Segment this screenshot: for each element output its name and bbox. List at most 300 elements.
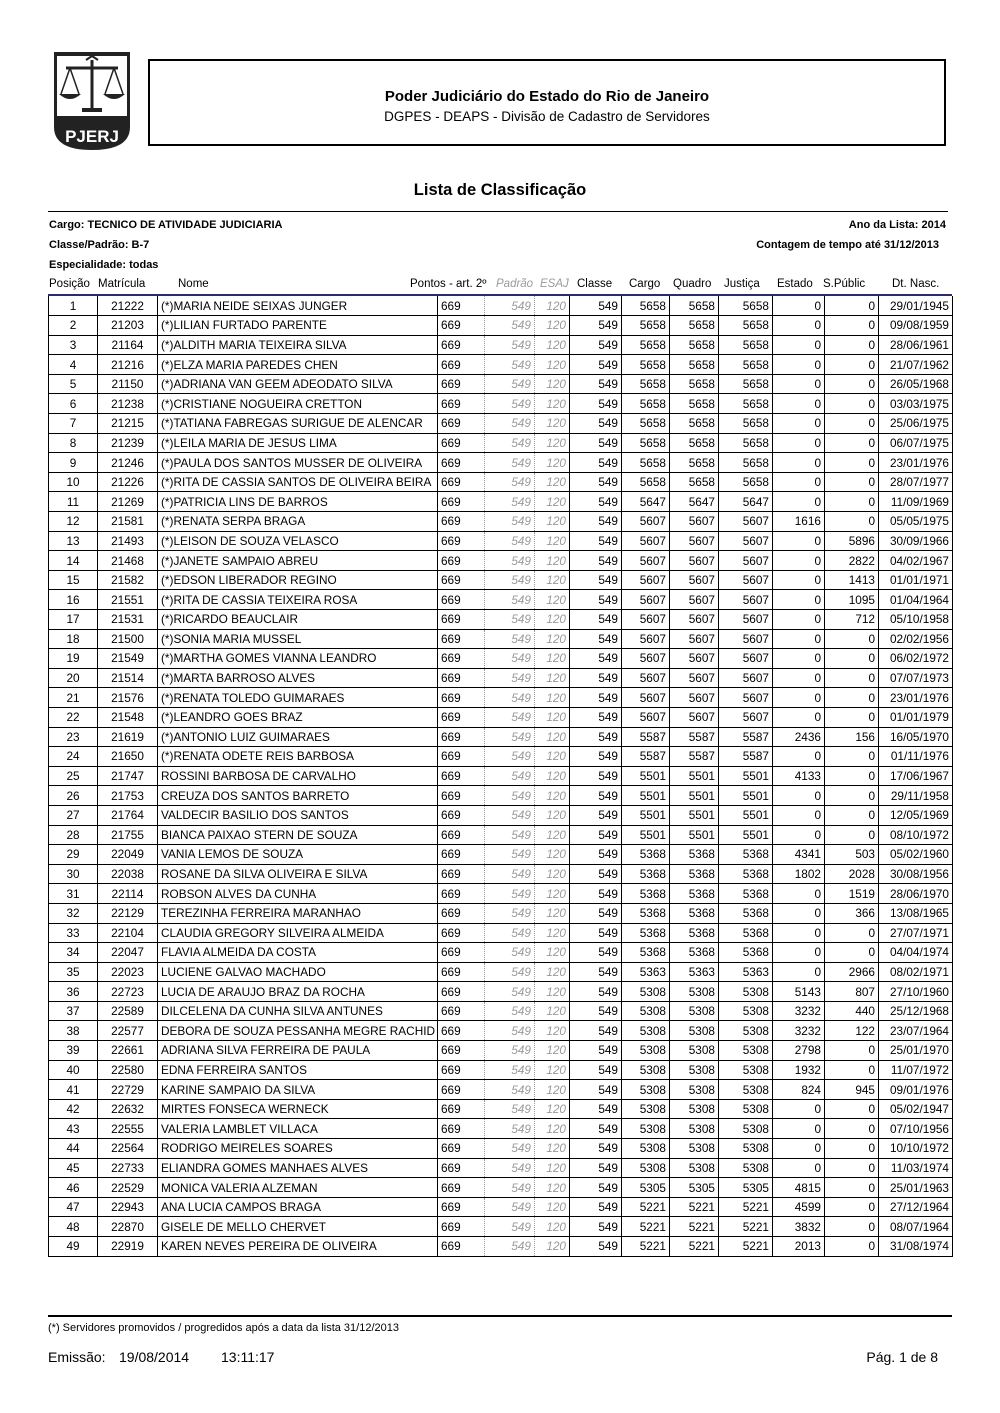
cell-nome: (*)ALDITH MARIA TEIXEIRA SILVA (158, 335, 438, 355)
cell-classe: 549 (570, 1237, 622, 1257)
cell-classe: 549 (570, 1001, 622, 1021)
cell-justica: 5221 (719, 1237, 773, 1257)
cell-classe: 549 (570, 1080, 622, 1100)
cell-padrao: 549 (485, 707, 535, 727)
cell-padrao: 549 (485, 570, 535, 590)
org-name: Poder Judiciário do Estado do Rio de Janeiro (384, 88, 710, 105)
cell-estado: 1616 (773, 512, 825, 532)
col-posicao: Posição (49, 278, 90, 290)
cell-esaj: 120 (535, 1178, 570, 1198)
cell-nome: (*)RITA DE CASSIA TEIXEIRA ROSA (158, 590, 438, 610)
cell-dtnasc: 02/02/1956 (879, 629, 953, 649)
cell-justica: 5501 (719, 786, 773, 806)
cell-quadro: 5607 (670, 512, 719, 532)
cell-posicao: 16 (49, 590, 98, 610)
cell-estado: 2013 (773, 1237, 825, 1257)
cell-dtnasc: 01/01/1971 (879, 570, 953, 590)
cell-posicao: 9 (49, 453, 98, 473)
cell-pontos: 669 (438, 1021, 485, 1041)
title-divider (48, 211, 948, 212)
cell-esaj: 120 (535, 374, 570, 394)
cell-nome: (*)PATRICIA LINS DE BARROS (158, 492, 438, 512)
cell-classe: 549 (570, 982, 622, 1002)
cell-spublic: 0 (825, 1060, 879, 1080)
cell-padrao: 549 (485, 923, 535, 943)
cell-cargo: 5221 (622, 1237, 670, 1257)
cell-cargo: 5607 (622, 531, 670, 551)
cell-spublic: 0 (825, 374, 879, 394)
cell-matricula: 21216 (98, 355, 158, 375)
cell-cargo: 5658 (622, 453, 670, 473)
cell-justica: 5308 (719, 1158, 773, 1178)
cell-padrao: 549 (485, 1060, 535, 1080)
cell-pontos: 669 (438, 825, 485, 845)
cell-quadro: 5308 (670, 1001, 719, 1021)
cell-classe: 549 (570, 590, 622, 610)
cell-nome: (*)MARIA NEIDE SEIXAS JUNGER (158, 296, 438, 316)
cell-quadro: 5607 (670, 629, 719, 649)
cell-quadro: 5501 (670, 805, 719, 825)
cell-quadro: 5658 (670, 296, 719, 316)
cell-matricula: 21493 (98, 531, 158, 551)
cell-spublic: 0 (825, 1099, 879, 1119)
cell-nome: VALERIA LAMBLET VILLACA (158, 1119, 438, 1139)
cell-quadro: 5658 (670, 472, 719, 492)
cell-matricula: 21468 (98, 551, 158, 571)
cell-classe: 549 (570, 570, 622, 590)
table-row (49, 923, 953, 943)
cell-cargo: 5607 (622, 649, 670, 669)
cell-spublic: 0 (825, 1197, 879, 1217)
cell-padrao: 549 (485, 1119, 535, 1139)
cell-dtnasc: 05/10/1958 (879, 610, 953, 630)
cell-estado: 0 (773, 668, 825, 688)
cell-spublic: 0 (825, 707, 879, 727)
cell-classe: 549 (570, 668, 622, 688)
cell-spublic: 0 (825, 629, 879, 649)
cell-padrao: 549 (485, 747, 535, 767)
cell-spublic: 0 (825, 923, 879, 943)
cell-nome: FLAVIA ALMEIDA DA COSTA (158, 943, 438, 963)
cell-cargo: 5368 (622, 864, 670, 884)
cell-justica: 5607 (719, 512, 773, 532)
cell-matricula: 22919 (98, 1237, 158, 1257)
cell-nome: (*)SONIA MARIA MUSSEL (158, 629, 438, 649)
table-row (49, 1217, 953, 1237)
cell-pontos: 669 (438, 1060, 485, 1080)
cell-pontos: 669 (438, 335, 485, 355)
cell-justica: 5587 (719, 727, 773, 747)
cell-nome: MONICA VALERIA ALZEMAN (158, 1178, 438, 1198)
cell-quadro: 5607 (670, 688, 719, 708)
col-matricula: Matrícula (98, 278, 146, 290)
cell-classe: 549 (570, 864, 622, 884)
cell-dtnasc: 09/08/1959 (879, 316, 953, 336)
cell-matricula: 21753 (98, 786, 158, 806)
cell-cargo: 5308 (622, 1001, 670, 1021)
cell-cargo: 5308 (622, 982, 670, 1002)
cell-cargo: 5647 (622, 492, 670, 512)
cell-pontos: 669 (438, 805, 485, 825)
cell-padrao: 549 (485, 374, 535, 394)
table-row (49, 570, 953, 590)
cell-dtnasc: 17/06/1967 (879, 766, 953, 786)
table-bottom-rule (48, 1315, 952, 1317)
cell-spublic: 1413 (825, 570, 879, 590)
cell-justica: 5658 (719, 374, 773, 394)
pjerj-logo (52, 52, 132, 150)
col-estado: Estado (777, 278, 813, 290)
cell-matricula: 22114 (98, 884, 158, 904)
ano-label: Ano da Lista: 2014 (848, 219, 946, 231)
cell-matricula: 21226 (98, 472, 158, 492)
cell-padrao: 549 (485, 1021, 535, 1041)
cell-dtnasc: 29/01/1945 (879, 296, 953, 316)
table-row (49, 1060, 953, 1080)
cell-classe: 549 (570, 943, 622, 963)
cell-cargo: 5607 (622, 610, 670, 630)
cell-pontos: 669 (438, 512, 485, 532)
cell-posicao: 12 (49, 512, 98, 532)
cell-classe: 549 (570, 845, 622, 865)
cell-padrao: 549 (485, 727, 535, 747)
cell-dtnasc: 30/08/1956 (879, 864, 953, 884)
cell-nome: DEBORA DE SOUZA PESSANHA MEGRE RACHID (158, 1021, 438, 1041)
cell-posicao: 22 (49, 707, 98, 727)
cell-posicao: 48 (49, 1217, 98, 1237)
table-row (49, 472, 953, 492)
cell-dtnasc: 01/01/1979 (879, 707, 953, 727)
cell-quadro: 5308 (670, 1139, 719, 1159)
cell-padrao: 549 (485, 825, 535, 845)
cell-spublic: 156 (825, 727, 879, 747)
cell-matricula: 22555 (98, 1119, 158, 1139)
cell-dtnasc: 16/05/1970 (879, 727, 953, 747)
cell-pontos: 669 (438, 355, 485, 375)
cell-spublic: 807 (825, 982, 879, 1002)
cell-nome: LUCIENE GALVAO MACHADO (158, 962, 438, 982)
cell-esaj: 120 (535, 472, 570, 492)
cell-padrao: 549 (485, 884, 535, 904)
cell-estado: 0 (773, 492, 825, 512)
cell-posicao: 7 (49, 414, 98, 434)
cell-justica: 5607 (719, 707, 773, 727)
cell-estado: 0 (773, 414, 825, 434)
emissao-label: Emissão: (48, 1349, 106, 1365)
cell-nome: (*)ADRIANA VAN GEEM ADEODATO SILVA (158, 374, 438, 394)
cell-dtnasc: 28/06/1961 (879, 335, 953, 355)
cell-cargo: 5308 (622, 1139, 670, 1159)
cell-nome: (*)ELZA MARIA PAREDES CHEN (158, 355, 438, 375)
cell-pontos: 669 (438, 1217, 485, 1237)
cell-estado: 0 (773, 453, 825, 473)
cell-pontos: 669 (438, 962, 485, 982)
table-row (49, 727, 953, 747)
cell-quadro: 5658 (670, 394, 719, 414)
cell-estado: 0 (773, 1139, 825, 1159)
cell-dtnasc: 08/10/1972 (879, 825, 953, 845)
table-row (49, 355, 953, 375)
cell-padrao: 549 (485, 1001, 535, 1021)
cell-esaj: 120 (535, 982, 570, 1002)
cell-justica: 5607 (719, 649, 773, 669)
cargo-label: Cargo: TECNICO DE ATIVIDADE JUDICIARIA (49, 219, 283, 231)
cell-matricula: 22589 (98, 1001, 158, 1021)
cell-justica: 5308 (719, 1060, 773, 1080)
cell-esaj: 120 (535, 884, 570, 904)
cell-estado: 0 (773, 1119, 825, 1139)
cell-quadro: 5658 (670, 335, 719, 355)
cell-padrao: 549 (485, 805, 535, 825)
cell-justica: 5308 (719, 1099, 773, 1119)
cell-quadro: 5658 (670, 374, 719, 394)
cell-quadro: 5501 (670, 825, 719, 845)
col-dtnasc: Dt. Nasc. (892, 278, 940, 290)
cell-esaj: 120 (535, 786, 570, 806)
footnote: (*) Servidores promovidos / progredidos após a data da lista 31/12/2013 (48, 1322, 399, 1334)
cell-classe: 549 (570, 1139, 622, 1159)
cell-justica: 5587 (719, 747, 773, 767)
cell-pontos: 669 (438, 707, 485, 727)
cell-dtnasc: 25/01/1970 (879, 1041, 953, 1061)
cell-quadro: 5368 (670, 884, 719, 904)
cell-spublic: 2966 (825, 962, 879, 982)
cell-pontos: 669 (438, 472, 485, 492)
table-row (49, 845, 953, 865)
cell-justica: 5658 (719, 472, 773, 492)
cell-posicao: 37 (49, 1001, 98, 1021)
cell-pontos: 669 (438, 492, 485, 512)
cell-esaj: 120 (535, 551, 570, 571)
org-subtitle: DGPES - DEAPS - Divisão de Cadastro de Servidores (384, 109, 710, 124)
cell-justica: 5308 (719, 1021, 773, 1041)
cell-pontos: 669 (438, 884, 485, 904)
cell-justica: 5308 (719, 1139, 773, 1159)
cell-justica: 5308 (719, 1119, 773, 1139)
cell-cargo: 5607 (622, 570, 670, 590)
cell-padrao: 549 (485, 453, 535, 473)
cell-spublic: 0 (825, 805, 879, 825)
cell-padrao: 549 (485, 845, 535, 865)
table-row (49, 668, 953, 688)
cell-estado: 0 (773, 355, 825, 375)
cell-posicao: 34 (49, 943, 98, 963)
cell-matricula: 22529 (98, 1178, 158, 1198)
cell-estado: 0 (773, 472, 825, 492)
cell-spublic: 0 (825, 355, 879, 375)
cell-matricula: 22580 (98, 1060, 158, 1080)
cell-pontos: 669 (438, 316, 485, 336)
cell-dtnasc: 23/01/1976 (879, 453, 953, 473)
cell-spublic: 0 (825, 335, 879, 355)
cell-padrao: 549 (485, 962, 535, 982)
cell-dtnasc: 31/08/1974 (879, 1237, 953, 1257)
cell-padrao: 549 (485, 786, 535, 806)
cell-pontos: 669 (438, 1041, 485, 1061)
cell-spublic: 0 (825, 825, 879, 845)
emissao-date: 19/08/2014 (119, 1349, 190, 1365)
cell-padrao: 549 (485, 1139, 535, 1159)
cell-estado: 0 (773, 747, 825, 767)
cell-classe: 549 (570, 551, 622, 571)
cell-posicao: 30 (49, 864, 98, 884)
cell-nome: CREUZA DOS SANTOS BARRETO (158, 786, 438, 806)
cell-classe: 549 (570, 531, 622, 551)
cell-nome: VANIA LEMOS DE SOUZA (158, 845, 438, 865)
cell-quadro: 5587 (670, 747, 719, 767)
cell-justica: 5607 (719, 610, 773, 630)
contagem-label: Contagem de tempo até 31/12/2013 (756, 239, 939, 251)
cell-padrao: 549 (485, 903, 535, 923)
cell-cargo: 5501 (622, 786, 670, 806)
cell-posicao: 43 (49, 1119, 98, 1139)
cell-pontos: 669 (438, 845, 485, 865)
cell-justica: 5368 (719, 845, 773, 865)
cell-estado: 0 (773, 649, 825, 669)
cell-esaj: 120 (535, 864, 570, 884)
cell-pontos: 669 (438, 649, 485, 669)
cell-justica: 5658 (719, 355, 773, 375)
cell-cargo: 5658 (622, 394, 670, 414)
cell-cargo: 5368 (622, 943, 670, 963)
cell-spublic: 0 (825, 1237, 879, 1257)
cell-justica: 5658 (719, 433, 773, 453)
cell-esaj: 120 (535, 433, 570, 453)
cell-nome: RODRIGO MEIRELES SOARES (158, 1139, 438, 1159)
cell-quadro: 5658 (670, 433, 719, 453)
cell-posicao: 5 (49, 374, 98, 394)
cell-estado: 2798 (773, 1041, 825, 1061)
cell-classe: 549 (570, 707, 622, 727)
cell-matricula: 21582 (98, 570, 158, 590)
cell-dtnasc: 04/04/1974 (879, 943, 953, 963)
cell-quadro: 5308 (670, 982, 719, 1002)
cell-estado: 0 (773, 570, 825, 590)
cell-spublic: 1519 (825, 884, 879, 904)
cell-cargo: 5658 (622, 472, 670, 492)
cell-spublic: 5896 (825, 531, 879, 551)
cell-dtnasc: 11/03/1974 (879, 1158, 953, 1178)
cell-esaj: 120 (535, 903, 570, 923)
cell-esaj: 120 (535, 1060, 570, 1080)
table-row (49, 1080, 953, 1100)
cell-quadro: 5368 (670, 903, 719, 923)
cell-pontos: 669 (438, 1158, 485, 1178)
cell-posicao: 38 (49, 1021, 98, 1041)
cell-quadro: 5221 (670, 1217, 719, 1237)
cell-spublic: 0 (825, 394, 879, 414)
cell-estado: 4341 (773, 845, 825, 865)
table-row (49, 962, 953, 982)
cell-nome: LUCIA DE ARAUJO BRAZ DA ROCHA (158, 982, 438, 1002)
cell-posicao: 23 (49, 727, 98, 747)
cell-pontos: 669 (438, 864, 485, 884)
table-row (49, 1021, 953, 1041)
cell-quadro: 5607 (670, 551, 719, 571)
table-row (49, 1001, 953, 1021)
cell-matricula: 22564 (98, 1139, 158, 1159)
cell-matricula: 21222 (98, 296, 158, 316)
cell-matricula: 21764 (98, 805, 158, 825)
cell-padrao: 549 (485, 551, 535, 571)
cell-estado: 4815 (773, 1178, 825, 1198)
cell-dtnasc: 27/12/1964 (879, 1197, 953, 1217)
cell-justica: 5647 (719, 492, 773, 512)
cell-esaj: 120 (535, 1001, 570, 1021)
cell-quadro: 5363 (670, 962, 719, 982)
cell-esaj: 120 (535, 570, 570, 590)
cell-classe: 549 (570, 903, 622, 923)
cell-estado: 0 (773, 805, 825, 825)
classification-table (48, 296, 952, 1257)
cell-dtnasc: 01/04/1964 (879, 590, 953, 610)
cell-dtnasc: 10/10/1972 (879, 1139, 953, 1159)
header-box (148, 59, 946, 146)
cell-padrao: 549 (485, 296, 535, 316)
cell-posicao: 21 (49, 688, 98, 708)
cell-spublic: 0 (825, 472, 879, 492)
cell-classe: 549 (570, 1099, 622, 1119)
cell-pontos: 669 (438, 923, 485, 943)
cell-cargo: 5308 (622, 1021, 670, 1041)
cell-dtnasc: 06/07/1975 (879, 433, 953, 453)
cell-padrao: 549 (485, 355, 535, 375)
cell-posicao: 14 (49, 551, 98, 571)
cell-estado: 0 (773, 707, 825, 727)
cell-quadro: 5501 (670, 766, 719, 786)
cell-pontos: 669 (438, 688, 485, 708)
cell-padrao: 549 (485, 512, 535, 532)
cell-quadro: 5607 (670, 590, 719, 610)
cell-quadro: 5658 (670, 316, 719, 336)
cell-pontos: 669 (438, 766, 485, 786)
cell-posicao: 1 (49, 296, 98, 316)
cell-posicao: 25 (49, 766, 98, 786)
cell-dtnasc: 27/07/1971 (879, 923, 953, 943)
cell-quadro: 5308 (670, 1099, 719, 1119)
cell-nome: VALDECIR BASILIO DOS SANTOS (158, 805, 438, 825)
cell-quadro: 5368 (670, 864, 719, 884)
cell-classe: 549 (570, 1021, 622, 1041)
cell-esaj: 120 (535, 688, 570, 708)
cell-matricula: 21150 (98, 374, 158, 394)
cell-cargo: 5587 (622, 727, 670, 747)
cell-esaj: 120 (535, 1080, 570, 1100)
cell-dtnasc: 21/07/1962 (879, 355, 953, 375)
cell-posicao: 35 (49, 962, 98, 982)
cell-spublic: 0 (825, 786, 879, 806)
cell-justica: 5363 (719, 962, 773, 982)
cell-posicao: 47 (49, 1197, 98, 1217)
col-justica: Justiça (724, 278, 760, 290)
table-row (49, 1119, 953, 1139)
cell-padrao: 549 (485, 982, 535, 1002)
cell-matricula: 22661 (98, 1041, 158, 1061)
cell-classe: 549 (570, 512, 622, 532)
cell-nome: (*)ANTONIO LUIZ GUIMARAES (158, 727, 438, 747)
cell-classe: 549 (570, 335, 622, 355)
cell-spublic: 0 (825, 747, 879, 767)
cell-estado: 3832 (773, 1217, 825, 1237)
cell-quadro: 5587 (670, 727, 719, 747)
cell-estado: 0 (773, 335, 825, 355)
cell-posicao: 42 (49, 1099, 98, 1119)
cell-padrao: 549 (485, 1041, 535, 1061)
cell-posicao: 20 (49, 668, 98, 688)
cell-matricula: 21581 (98, 512, 158, 532)
cell-padrao: 549 (485, 688, 535, 708)
table-row (49, 512, 953, 532)
